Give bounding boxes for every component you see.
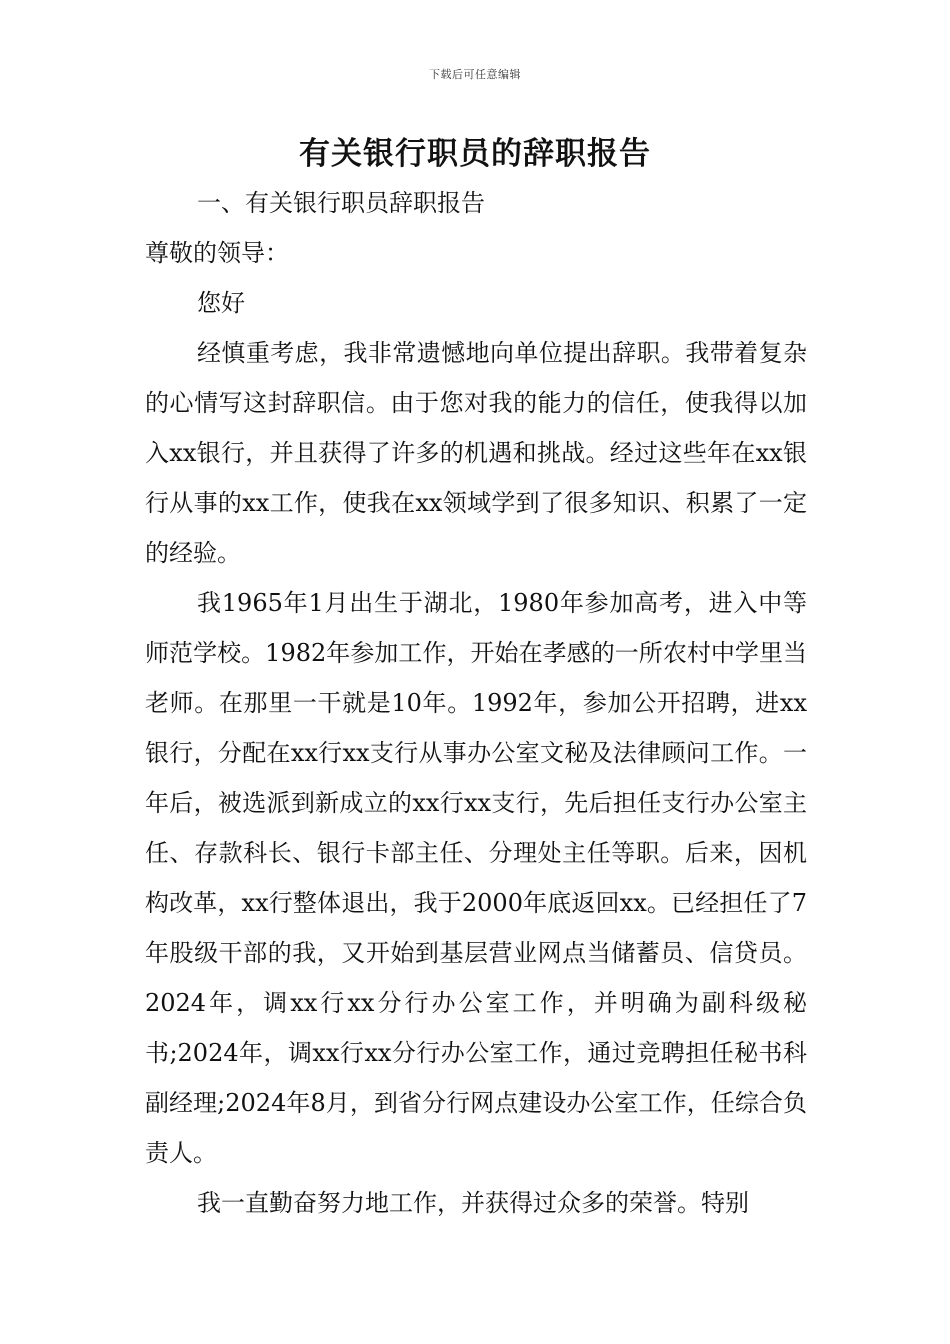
section-heading: 一、有关银行职员辞职报告 [197,189,485,217]
paragraph: 我一直勤奋努力地工作，并获得过众多的荣誉。特别 [197,1189,749,1217]
header-note: 下载后可任意编辑 [429,68,521,81]
salutation: 尊敬的领导： [145,239,289,267]
greeting: 您好 [197,289,245,317]
paragraph: 经慎重考虑，我非常遗憾地向单位提出辞职。我带着复杂的心情写这封辞职信。由于您对我的能力的信任，使我得以加入xx银行，并且获得了许多的机遇和挑战。经过这些年在xx银行从事的xx工作，使我在xx领域学到了很多知识、积累了一定的经验。 [145,339,807,567]
paragraph: 我1965年1月出生于湖北，1980年参加高考，进入中等师范学校。1982年参加工作，开始在孝感的一所农村中学里当老师。在那里一干就是10年。1992年，参加公开招聘，进xx银行，分配在xx行xx支行从事办公室文秘及法律顾问工作。一年后，被选派到新成立的xx行xx支行，先后担任支行办公室主任、存款科长、银行卡部主任、分理处主任等职。后来，因机构改革，xx行整体退出，我于2000年底返回xx。已经担任了7年股级干部的我，又开始到基层营业网点当储蓄员、信贷员。2024年，调xx行xx分行办公室工作，并明确为副科级秘书;2024年，调xx行xx分行办公室工作，通过竞聘担任秘书科副经理;2024年8月，到省分行网点建设办公室工作，任综合负责人。 [145,589,807,1167]
document-title: 有关银行职员的辞职报告 [299,136,651,172]
document-body [145,178,807,1228]
